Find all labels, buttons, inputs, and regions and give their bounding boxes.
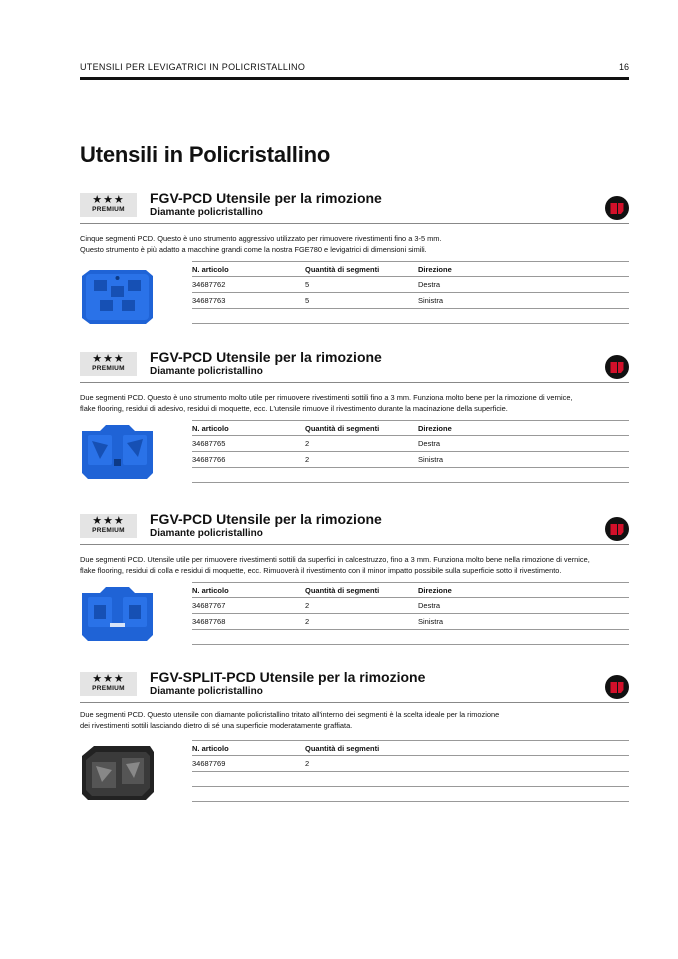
table-row	[192, 614, 629, 630]
article-number: 34687766	[192, 455, 226, 464]
brand-logo-icon	[605, 517, 629, 541]
column-header: Quantità di segmenti	[305, 424, 380, 433]
direction: Sinistra	[418, 617, 444, 626]
table-blank-row	[192, 787, 629, 802]
table-blank-row	[192, 468, 629, 483]
product-description	[80, 710, 629, 731]
section-divider	[80, 544, 629, 545]
page-header	[80, 60, 629, 78]
description-line: Due segmenti PCD. Utensile utile per rimuovere rivestimenti sottili da superfici in calcestruzzo, fino a 3 mm. Funziona molto bene nella rimozione di vernice,	[80, 555, 590, 564]
direction: Sinistra	[418, 455, 444, 464]
product-title: FGV-SPLIT-PCD Utensile per la rimozione	[150, 669, 426, 685]
header-rule	[80, 77, 629, 80]
direction: Destra	[418, 601, 441, 610]
article-number: 34687765	[192, 439, 226, 448]
tool-image	[80, 266, 155, 326]
segment-count: 2	[305, 759, 310, 768]
segment-count: 2	[305, 617, 310, 626]
section-divider	[80, 382, 629, 383]
article-table	[192, 740, 629, 802]
direction: Sinistra	[418, 296, 444, 305]
table-row	[192, 277, 629, 293]
section-divider	[80, 702, 629, 703]
tool-image	[80, 585, 155, 645]
product-title: FGV-PCD Utensile per la rimozione	[150, 349, 382, 365]
tool-image	[80, 423, 155, 483]
product-title: FGV-PCD Utensile per la rimozione	[150, 511, 382, 527]
article-number: 34687768	[192, 617, 226, 626]
tool-image	[80, 742, 155, 802]
product-subtitle: Diamante policristallino	[150, 528, 263, 539]
badge-label: PREMIUM	[92, 527, 125, 534]
table-header	[192, 740, 629, 756]
column-header: N. articolo	[192, 586, 229, 595]
description-line: Due segmenti PCD. Questo è uno strumento molto utile per rimuovere rivestimenti sottili fino a 3 mm. Funziona molto bene per la rimozione di vernice,	[80, 393, 573, 402]
product-subtitle: Diamante policristallino	[150, 686, 263, 697]
premium-badge	[80, 193, 137, 217]
table-blank-row	[192, 772, 629, 787]
article-table	[192, 261, 629, 324]
segment-count: 2	[305, 601, 310, 610]
segment-count: 5	[305, 296, 310, 305]
description-line: Questo strumento è più adatto a macchine grandi come la nostra FGE780 e levigatrici di dimensioni simili.	[80, 244, 427, 254]
article-table	[192, 420, 629, 483]
table-row	[192, 436, 629, 452]
column-header: Direzione	[418, 424, 452, 433]
page-title: Utensili in Policristallino	[80, 142, 331, 167]
badge-label: PREMIUM	[92, 685, 125, 692]
article-number: 34687769	[192, 759, 226, 768]
brand-logo-icon	[605, 196, 629, 220]
column-header: Direzione	[418, 265, 452, 274]
column-header: N. articolo	[192, 744, 229, 753]
brand-logo-icon	[605, 675, 629, 699]
column-header: Quantità di segmenti	[305, 586, 380, 595]
stars-icon: ★★★	[92, 673, 125, 685]
table-row	[192, 452, 629, 468]
direction: Destra	[418, 439, 441, 448]
product-description	[80, 555, 629, 576]
page-number: 16	[618, 62, 629, 72]
article-number: 34687762	[192, 280, 226, 289]
badge-label: PREMIUM	[92, 206, 125, 213]
brand-logo-icon	[605, 355, 629, 379]
column-header: N. articolo	[192, 424, 229, 433]
description-line: Cinque segmenti PCD. Questo è uno strumento aggressivo utilizzato per rimuovere rivestimenti fino a 3-5 mm.	[80, 234, 442, 243]
table-blank-row	[192, 309, 629, 324]
table-row	[192, 598, 629, 614]
direction: Destra	[418, 280, 441, 289]
description-line: dei rivestimenti sottili lasciando dietro di sé una superficie moderatamente graffiata.	[80, 720, 353, 730]
table-row	[192, 756, 629, 772]
segment-count: 2	[305, 455, 310, 464]
product-title: FGV-PCD Utensile per la rimozione	[150, 190, 382, 206]
table-blank-row	[192, 630, 629, 645]
segment-count: 2	[305, 439, 310, 448]
column-header: N. articolo	[192, 265, 229, 274]
table-row	[192, 293, 629, 309]
product-subtitle: Diamante policristallino	[150, 207, 263, 218]
column-header: Quantità di segmenti	[305, 744, 380, 753]
description-line: flake flooring, residui di adesivo, residui di moquette, ecc. L'utensile rimuove il rivestimento durante la macinazione della superficie.	[80, 403, 508, 413]
section-title: UTENSILI PER LEVIGATRICI IN POLICRISTALLINO	[80, 62, 306, 72]
premium-badge	[80, 352, 137, 376]
section-divider	[80, 223, 629, 224]
article-number: 34687763	[192, 296, 226, 305]
table-header	[192, 261, 629, 277]
product-subtitle: Diamante policristallino	[150, 366, 263, 377]
stars-icon: ★★★	[92, 515, 125, 527]
premium-badge	[80, 672, 137, 696]
article-table	[192, 582, 629, 645]
table-header	[192, 420, 629, 436]
stars-icon: ★★★	[92, 353, 125, 365]
stars-icon: ★★★	[92, 194, 125, 206]
description-line: flake flooring, residui di colla e residui di moquette, ecc. Rimuoverà il rivestimento con il minor impatto possibile sulla superficie sotto il rivestimento.	[80, 565, 562, 575]
segment-count: 5	[305, 280, 310, 289]
badge-label: PREMIUM	[92, 365, 125, 372]
table-header	[192, 582, 629, 598]
column-header: Direzione	[418, 586, 452, 595]
premium-badge	[80, 514, 137, 538]
column-header: Quantità di segmenti	[305, 265, 380, 274]
description-line: Due segmenti PCD. Questo utensile con diamante policristallino tritato all'interno dei segmenti è la scelta ideale per la rimozione	[80, 710, 500, 719]
article-number: 34687767	[192, 601, 226, 610]
product-description	[80, 393, 629, 414]
product-description	[80, 234, 629, 255]
